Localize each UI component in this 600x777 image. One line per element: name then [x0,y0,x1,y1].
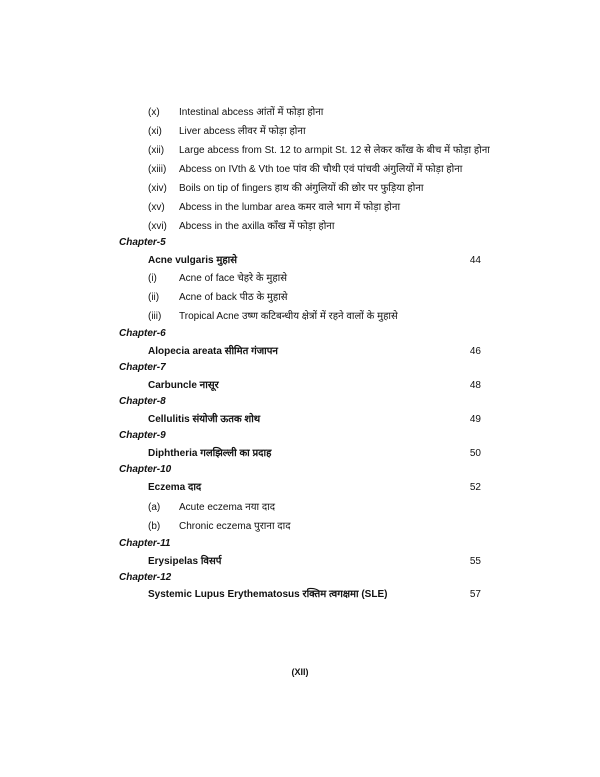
item-text: Chronic eczema पुराना दाद [179,521,291,532]
item-text: Boils on tip of fingers हाथ की अंगुलियों की छोर पर फुड़िया होना [179,183,424,194]
entry-title: Eczema दाद [148,482,202,493]
entry-title: Systemic Lupus Erythematosus रक्तिम त्वगक्षमा (SLE) [148,589,388,600]
item-number: (a) [148,502,161,513]
item-number: (b) [148,521,161,532]
entry-title: Alopecia areata सीमित गंजापन [148,346,278,357]
chapter-label: Chapter-12 [119,572,172,583]
entry-title: Erysipelas विसर्प [148,556,222,567]
entry-title: Cellulitis संयोजी ऊतक शोथ [148,414,261,425]
item-number: (xii) [148,145,165,156]
item-text: Liver abcess लीवर में फोड़ा होना [179,126,306,137]
item-text: Abcess in the axilla कॉंख में फोड़ा होना [179,221,335,232]
entry-title: Diphtheria गलझिल्ली का प्रदाह [148,448,272,459]
chapter-label: Chapter-11 [119,538,171,549]
page-number: 44 [469,255,481,266]
page-footer-number: (XII) [291,667,309,677]
page-number: 57 [469,589,481,600]
chapter-label: Chapter-5 [119,237,166,248]
entry-title: Acne vulgaris मुहासे [148,255,237,266]
page-number: 55 [469,556,481,567]
page-number: 50 [469,448,481,459]
chapter-label: Chapter-6 [119,328,166,339]
page-number: 49 [469,414,481,425]
item-number: (x) [148,107,160,118]
chapter-label: Chapter-7 [119,362,166,373]
item-number: (xvi) [148,221,167,232]
item-number: (ii) [148,292,160,303]
item-text: Abcess on IVth & Vth toe पांव की चौथी एवं पांचवी अंगुलियों में फोड़ा होना [179,164,463,175]
item-number: (xv) [148,202,165,213]
item-text: Large abcess from St. 12 to armpit St. 12 से लेकर कॉंख के बीच में फोड़ा होना [179,145,490,156]
item-number: (xiii) [148,164,167,175]
item-number: (i) [148,273,157,284]
item-number: (xiv) [148,183,167,194]
item-text: Intestinal abcess आंतों में फोड़ा होना [179,107,324,118]
item-number: (xi) [148,126,162,137]
chapter-label: Chapter-8 [119,396,166,407]
entry-title: Carbuncle नासूर [148,380,219,391]
item-number: (iii) [148,311,162,322]
item-text: Tropical Acne उष्ण कटिबन्धीय क्षेत्रों में रहने वालों के मुहासे [179,311,398,322]
item-text: Abcess in the lumbar area कमर वाले भाग में फोड़ा होना [179,202,401,213]
item-text: Acne of face चेहरे के मुहासे [179,273,287,284]
page-number: 52 [469,482,481,493]
page-number: 46 [469,346,481,357]
item-text: Acute eczema नया दाद [179,502,276,513]
page-number: 48 [469,380,481,391]
chapter-label: Chapter-10 [119,464,172,475]
chapter-label: Chapter-9 [119,430,166,441]
item-text: Acne of back पीठ के मुहासे [179,292,288,303]
